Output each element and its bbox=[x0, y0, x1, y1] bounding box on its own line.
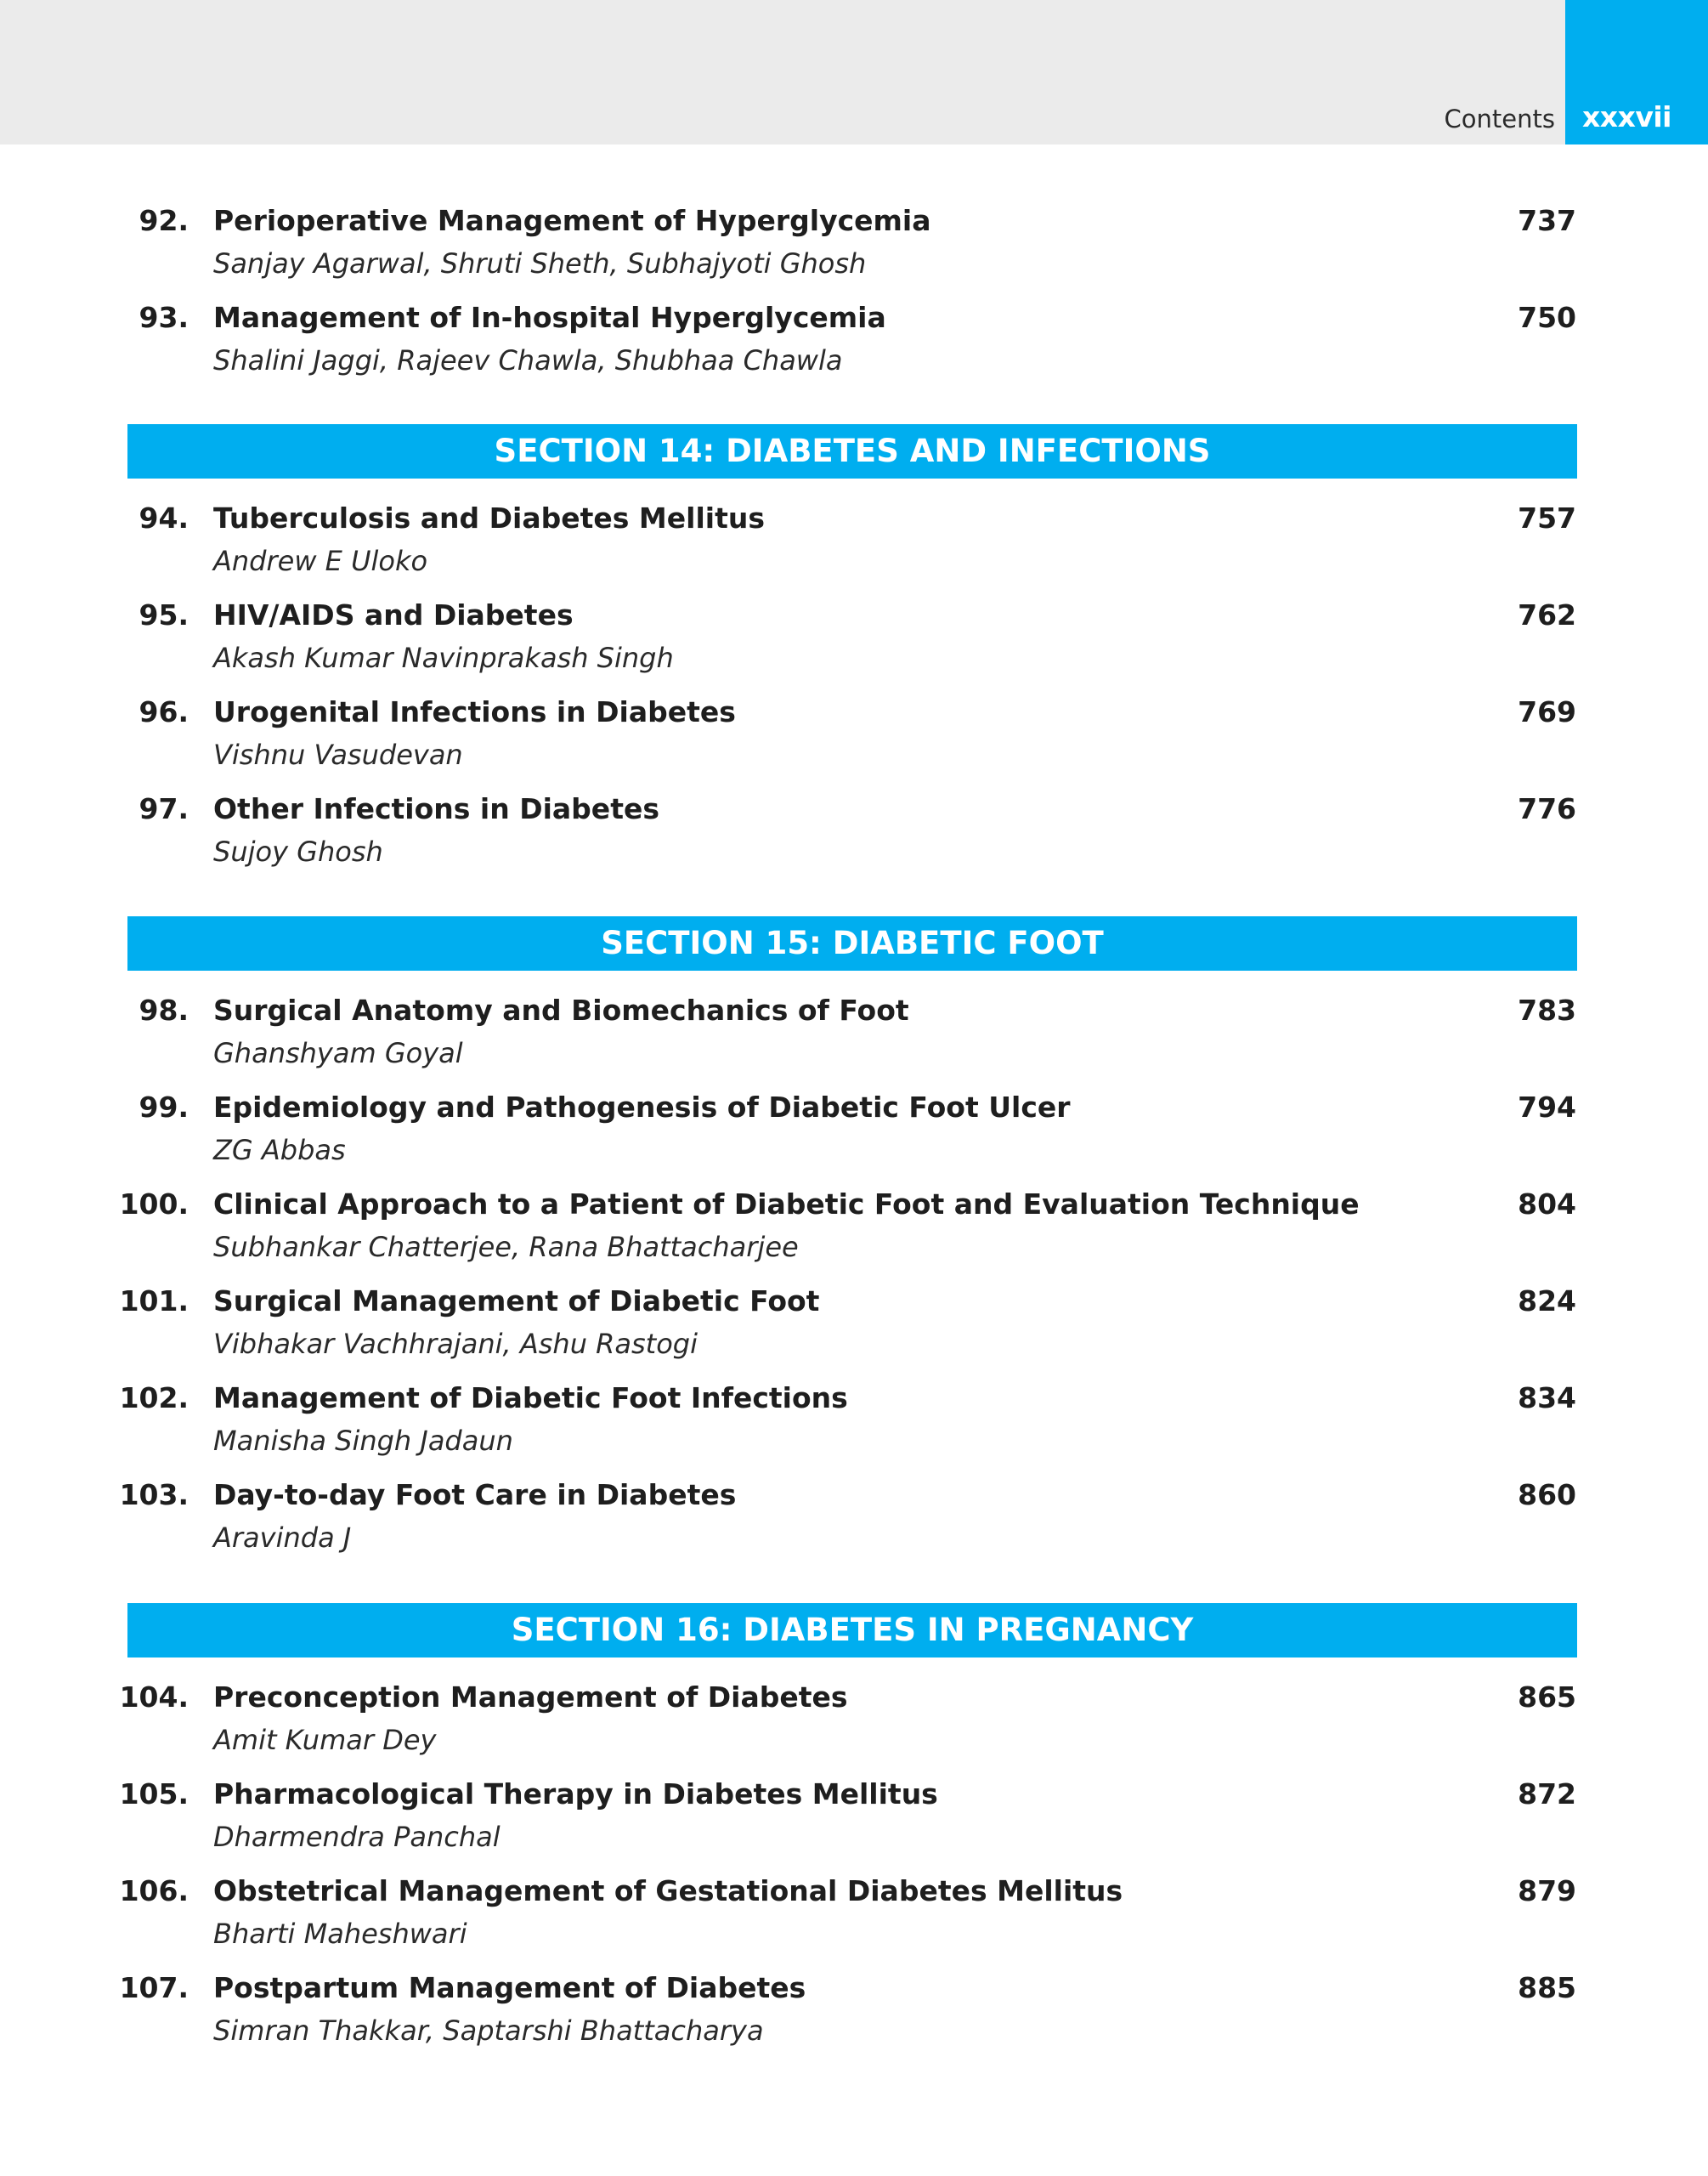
toc-entry[interactable] bbox=[0, 1380, 1708, 1465]
chapter-authors: Andrew E Uloko bbox=[213, 545, 428, 577]
chapter-authors: Manisha Singh Jadaun bbox=[213, 1425, 513, 1457]
chapter-page: 865 bbox=[1518, 1680, 1576, 1714]
toc-entry[interactable] bbox=[0, 1776, 1708, 1861]
chapter-number: 94. bbox=[139, 502, 189, 535]
chapter-title: HIV/AIDS and Diabetes bbox=[213, 598, 574, 632]
chapter-title: Management of In-hospital Hyperglycemia bbox=[213, 301, 886, 334]
toc-entry[interactable] bbox=[0, 597, 1708, 682]
chapter-title: Management of Diabetic Foot Infections bbox=[213, 1381, 848, 1414]
chapter-page: 885 bbox=[1518, 1971, 1576, 2004]
chapter-number: 97. bbox=[139, 792, 189, 825]
chapter-authors: Aravinda J bbox=[213, 1522, 352, 1554]
chapter-number: 95. bbox=[139, 598, 189, 632]
chapter-number: 92. bbox=[139, 204, 189, 237]
chapter-authors: Simran Thakkar, Saptarshi Bhattacharya bbox=[213, 2014, 764, 2047]
section-heading: SECTION 16: DIABETES IN PREGNANCY bbox=[127, 1603, 1577, 1658]
chapter-page: 834 bbox=[1518, 1381, 1576, 1414]
toc-entry[interactable] bbox=[0, 500, 1708, 585]
chapter-page: 769 bbox=[1518, 695, 1576, 728]
chapter-number: 100. bbox=[119, 1187, 189, 1221]
chapter-title: Tuberculosis and Diabetes Mellitus bbox=[213, 502, 765, 535]
chapter-page: 783 bbox=[1518, 994, 1576, 1027]
toc-entry[interactable] bbox=[0, 202, 1708, 287]
chapter-title: Day-to-day Foot Care in Diabetes bbox=[213, 1478, 737, 1511]
chapter-authors: Amit Kumar Dey bbox=[213, 1724, 437, 1756]
page-number: xxxvii bbox=[1582, 100, 1671, 133]
chapter-authors: Akash Kumar Navinprakash Singh bbox=[213, 642, 674, 674]
chapter-authors: ZG Abbas bbox=[213, 1134, 346, 1166]
chapter-number: 104. bbox=[119, 1680, 189, 1714]
chapter-number: 98. bbox=[139, 994, 189, 1027]
chapter-title: Obstetrical Management of Gestational Diabetes Mellitus bbox=[213, 1874, 1123, 1907]
toc-entry[interactable] bbox=[0, 694, 1708, 779]
toc-entry[interactable] bbox=[0, 1969, 1708, 2054]
chapter-title: Urogenital Infections in Diabetes bbox=[213, 695, 736, 728]
chapter-title: Preconception Management of Diabetes bbox=[213, 1680, 848, 1714]
chapter-page: 750 bbox=[1518, 301, 1576, 334]
section-heading: SECTION 14: DIABETES AND INFECTIONS bbox=[127, 424, 1577, 479]
toc-entry[interactable] bbox=[0, 1873, 1708, 1958]
toc-entry[interactable] bbox=[0, 1283, 1708, 1368]
chapter-title: Surgical Anatomy and Biomechanics of Foot bbox=[213, 994, 909, 1027]
chapter-page: 737 bbox=[1518, 204, 1576, 237]
chapter-authors: Dharmendra Panchal bbox=[213, 1821, 501, 1853]
chapter-title: Other Infections in Diabetes bbox=[213, 792, 659, 825]
chapter-number: 101. bbox=[119, 1284, 189, 1318]
toc-entry[interactable] bbox=[0, 1679, 1708, 1764]
chapter-authors: Shalini Jaggi, Rajeev Chawla, Shubhaa Chawla bbox=[213, 344, 843, 377]
toc-entry[interactable] bbox=[0, 299, 1708, 384]
toc-entry[interactable] bbox=[0, 1476, 1708, 1561]
chapter-number: 96. bbox=[139, 695, 189, 728]
toc-entry[interactable] bbox=[0, 992, 1708, 1077]
section-heading: SECTION 15: DIABETIC FOOT bbox=[127, 916, 1577, 971]
chapter-title: Postpartum Management of Diabetes bbox=[213, 1971, 806, 2004]
chapter-number: 102. bbox=[119, 1381, 189, 1414]
chapter-authors: Vibhakar Vachhrajani, Ashu Rastogi bbox=[213, 1328, 698, 1360]
chapter-authors: Subhankar Chatterjee, Rana Bhattacharjee bbox=[213, 1231, 799, 1263]
chapter-page: 872 bbox=[1518, 1777, 1576, 1810]
chapter-title: Perioperative Management of Hyperglycemia bbox=[213, 204, 931, 237]
chapter-authors: Bharti Maheshwari bbox=[213, 1918, 467, 1950]
toc-entry[interactable] bbox=[0, 1089, 1708, 1174]
chapter-authors: Vishnu Vasudevan bbox=[213, 739, 463, 771]
chapter-page: 776 bbox=[1518, 792, 1576, 825]
chapter-authors: Sujoy Ghosh bbox=[213, 836, 383, 868]
chapter-authors: Ghanshyam Goyal bbox=[213, 1037, 463, 1069]
chapter-number: 93. bbox=[139, 301, 189, 334]
chapter-number: 103. bbox=[119, 1478, 189, 1511]
chapter-page: 762 bbox=[1518, 598, 1576, 632]
running-head: Contents bbox=[1444, 105, 1555, 133]
chapter-page: 757 bbox=[1518, 502, 1576, 535]
chapter-number: 106. bbox=[119, 1874, 189, 1907]
toc-entry[interactable] bbox=[0, 1186, 1708, 1271]
chapter-title: Epidemiology and Pathogenesis of Diabetic Foot Ulcer bbox=[213, 1091, 1071, 1124]
chapter-number: 107. bbox=[119, 1971, 189, 2004]
chapter-page: 879 bbox=[1518, 1874, 1576, 1907]
toc-entry[interactable] bbox=[0, 790, 1708, 876]
chapter-title: Clinical Approach to a Patient of Diabetic Foot and Evaluation Technique bbox=[213, 1187, 1360, 1221]
chapter-page: 794 bbox=[1518, 1091, 1576, 1124]
chapter-title: Surgical Management of Diabetic Foot bbox=[213, 1284, 820, 1318]
chapter-authors: Sanjay Agarwal, Shruti Sheth, Subhajyoti Ghosh bbox=[213, 247, 867, 280]
chapter-title: Pharmacological Therapy in Diabetes Mellitus bbox=[213, 1777, 938, 1810]
chapter-number: 99. bbox=[139, 1091, 189, 1124]
chapter-page: 824 bbox=[1518, 1284, 1576, 1318]
chapter-page: 860 bbox=[1518, 1478, 1576, 1511]
chapter-page: 804 bbox=[1518, 1187, 1576, 1221]
chapter-number: 105. bbox=[119, 1777, 189, 1810]
